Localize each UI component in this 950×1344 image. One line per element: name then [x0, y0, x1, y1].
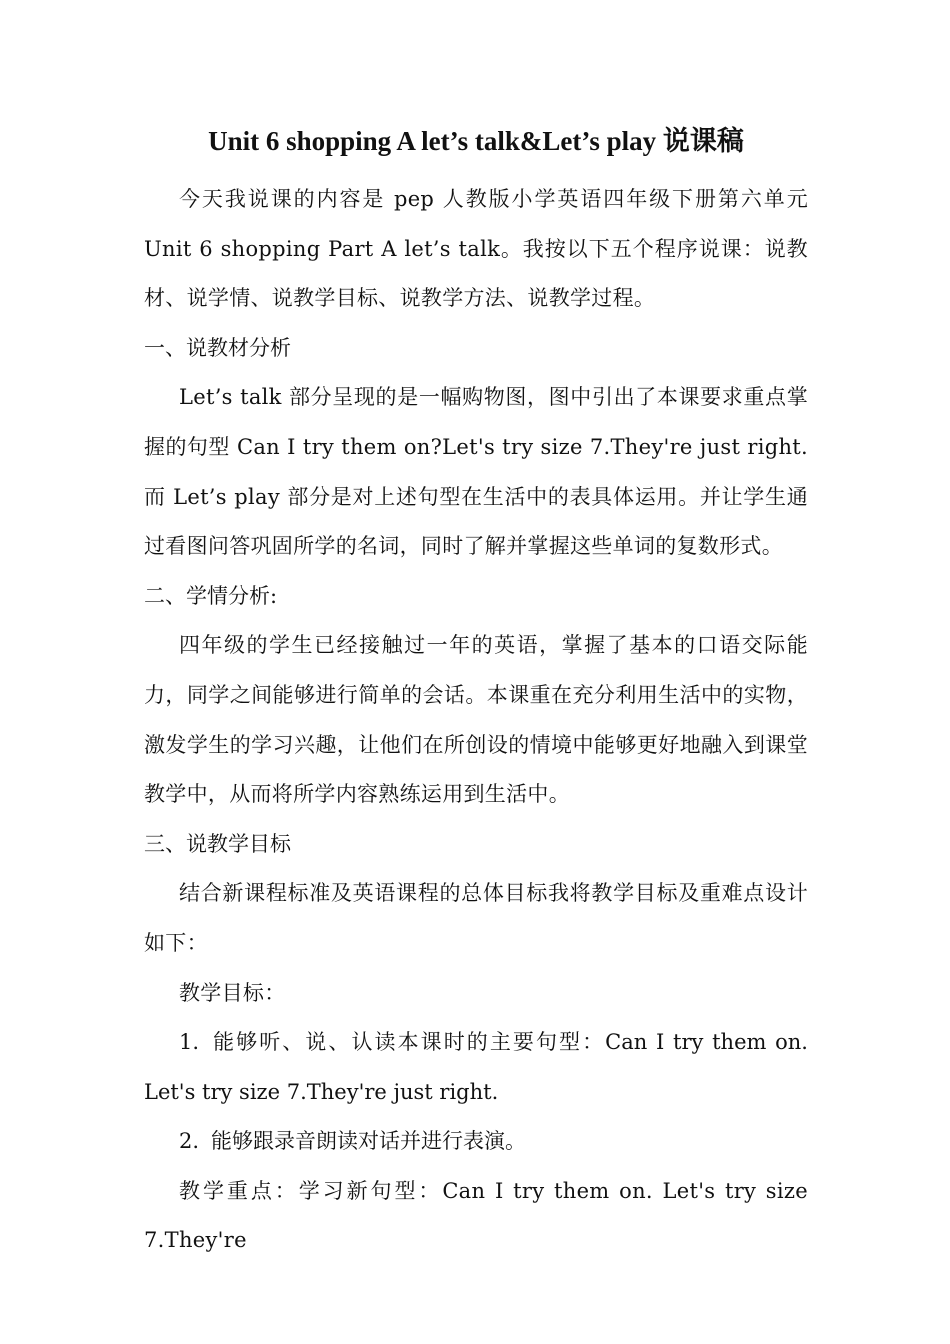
teaching-goals-intro-paragraph: 结合新课程标准及英语课程的总体目标我将教学目标及重难点设计如下：	[144, 881, 808, 955]
section-heading-textbook-analysis: 一、说教材分析	[144, 335, 291, 360]
textbook-analysis-paragraph: Let’s talk 部分呈现的是一幅购物图，图中引出了本课要求重点掌握的句型 Can I try them on?Let's try size 7.They're just right. 而 Let’s play 部分是对上述句型在生活中的表具体运用。并让学生通过看图问答巩固所学的名词，同时了解并掌握这些单词的复数形式。	[144, 385, 808, 559]
teaching-focus-paragraph: 教学重点：学习新句型：Can I try them on. Let's try size 7.They're	[144, 1178, 808, 1253]
document-title: Unit 6 shopping A let’s talk&Let’s play 说课稿	[208, 126, 744, 156]
list-item-text: 能够听、说、认读本课时的主要句型：Can I try them on. Let's try size 7.They're just right.	[144, 1030, 808, 1104]
section-heading-student-analysis: 二、学情分析:	[144, 583, 278, 608]
intro-paragraph: 今天我说课的内容是 pep 人教版小学英语四年级下册第六单元 Unit 6 shopping Part A let’s talk。我按以下五个程序说课：说教材、说学情、说教学目标、说教学方法、说教学过程。	[144, 187, 808, 311]
section-heading-teaching-goals: 三、说教学目标	[144, 831, 291, 856]
teaching-goal-item	[144, 1117, 808, 1167]
list-item-text: 能够跟录音朗读对话并进行表演。	[211, 1129, 527, 1154]
teaching-goal-item	[144, 1018, 808, 1117]
document-body	[144, 118, 808, 1266]
list-number: 2.	[179, 1129, 200, 1154]
student-analysis-paragraph: 四年级的学生已经接触过一年的英语，掌握了基本的口语交际能力，同学之间能够进行简单的会话。本课重在充分利用生活中的实物，激发学生的学习兴趣，让他们在所创设的情境中能够更好地融入到课堂教学中，从而将所学内容熟练运用到生活中。	[144, 633, 808, 807]
list-number: 1.	[179, 1030, 200, 1055]
teaching-goals-label: 教学目标：	[179, 980, 286, 1005]
